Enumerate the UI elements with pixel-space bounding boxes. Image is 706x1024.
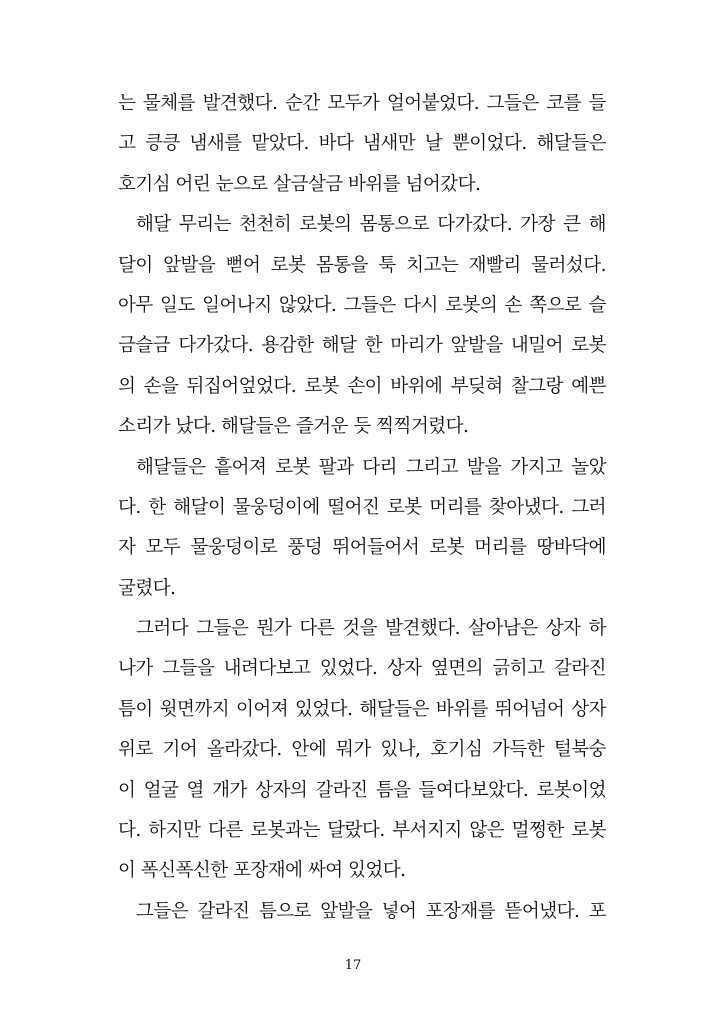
text-line: 나가 그들을 내려다보고 있었다. 상자 옆면의 긁히고 갈라진: [118, 658, 606, 680]
text-line: 이 얼굴 열 개가 상자의 갈라진 틈을 들여다보았다. 로봇이었: [118, 779, 606, 801]
text-line: 해달들은 흩어져 로봇 팔과 다리 그리고 발을 가지고 놀았: [136, 456, 606, 478]
text-line: 달이 앞발을 뻗어 로봇 몸통을 툭 치고는 재빨리 물러섰다.: [118, 254, 606, 276]
text-line: 는 물체를 발견했다. 순간 모두가 얼어붙었다. 그들은 코를 들: [118, 93, 606, 114]
text-line: 해달 무리는 천천히 로봇의 몸통으로 다가갔다. 가장 큰 해: [136, 214, 606, 236]
text-line: 자 모두 물웅덩이로 풍덩 뛰어들어서 로봇 머리를 땅바닥에: [118, 537, 606, 559]
text-line: 위로 기어 올라갔다. 안에 뭐가 있나, 호기심 가득한 털북숭: [118, 739, 606, 761]
text-line: 의 손을 뒤집어엎었다. 로봇 손이 바위에 부딪혀 찰그랑 예쁜: [118, 375, 606, 397]
text-line: 그들은 갈라진 틈으로 앞발을 넣어 포장재를 뜯어냈다. 포: [136, 900, 606, 922]
text-line: 금슬금 다가갔다. 용감한 해달 한 마리가 앞발을 내밀어 로봇: [118, 335, 606, 357]
text-line: 그러다 그들은 뭔가 다른 것을 발견했다. 살아남은 상자 하: [136, 618, 606, 640]
text-line: 소리가 났다. 해달들은 즐거운 듯 찍찍거렸다.: [118, 416, 469, 438]
body-text: [118, 90, 606, 938]
text-line: 호기심 어린 눈으로 살금살금 바위를 넘어갔다.: [118, 173, 481, 195]
text-line: 이 폭신폭신한 포장재에 싸여 있었다.: [118, 860, 406, 882]
page-number: 17: [344, 958, 362, 973]
text-line: 틈이 윗면까지 이어져 있었다. 해달들은 바위를 뛰어넘어 상자: [118, 698, 606, 720]
text-line: 아무 일도 일어나지 않았다. 그들은 다시 로봇의 손 쪽으로 슬: [118, 294, 606, 316]
text-line: 굴렸다.: [118, 577, 176, 599]
text-line: 다. 하지만 다른 로봇과는 달랐다. 부서지지 않은 멀쩡한 로봇: [118, 820, 606, 842]
text-line: 고 킁킁 냄새를 맡았다. 바다 냄새만 날 뿐이었다. 해달들은: [118, 133, 606, 155]
text-line: 다. 한 해달이 물웅덩이에 떨어진 로봇 머리를 찾아냈다. 그러: [118, 496, 606, 518]
